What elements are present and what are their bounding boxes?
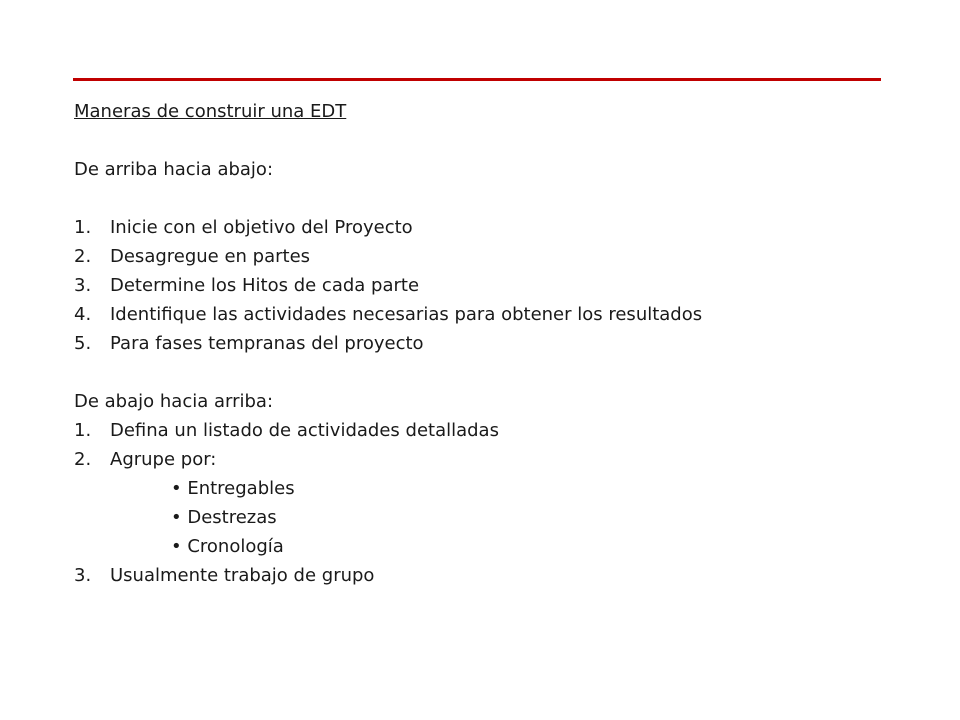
list-number: 2. bbox=[74, 246, 92, 267]
list-number: 2. bbox=[74, 449, 92, 470]
section-heading-top-down: De arriba hacia abajo: bbox=[74, 159, 274, 180]
list-text: Defina un listado de actividades detalladas bbox=[110, 420, 499, 441]
sub-list-item: • Destrezas bbox=[171, 507, 277, 528]
list-text: Identifique las actividades necesarias para obtener los resultados bbox=[110, 304, 703, 325]
list-text: Para fases tempranas del proyecto bbox=[110, 333, 424, 354]
list-number: 1. bbox=[74, 217, 92, 238]
list-item bbox=[74, 416, 894, 445]
slide-body bbox=[74, 97, 894, 590]
list-text: Inicie con el objetivo del Proyecto bbox=[110, 217, 413, 238]
list-item bbox=[74, 242, 894, 271]
sub-list-item: • Cronología bbox=[171, 536, 284, 557]
list-number: 3. bbox=[74, 275, 92, 296]
list-item bbox=[74, 329, 894, 358]
blank-line bbox=[74, 184, 894, 213]
list-number: 1. bbox=[74, 420, 92, 441]
list-text: Usualmente trabajo de grupo bbox=[110, 565, 375, 586]
list-item bbox=[74, 300, 894, 329]
blank-line bbox=[74, 358, 894, 387]
slide-title: Maneras de construir una EDT bbox=[74, 101, 347, 122]
list-number: 4. bbox=[74, 304, 92, 325]
list-item bbox=[74, 445, 894, 474]
list-text: Determine los Hitos de cada parte bbox=[110, 275, 420, 296]
list-text: Agrupe por: bbox=[110, 449, 217, 470]
list-text: Desagregue en partes bbox=[110, 246, 311, 267]
list-item bbox=[74, 271, 894, 300]
sub-list-item: • Entregables bbox=[171, 478, 295, 499]
list-number: 5. bbox=[74, 333, 92, 354]
blank-line bbox=[74, 126, 894, 155]
list-item bbox=[74, 561, 894, 590]
title-divider bbox=[73, 78, 881, 81]
section-heading-bottom-up: De abajo hacia arriba: bbox=[74, 391, 274, 412]
list-item bbox=[74, 213, 894, 242]
list-number: 3. bbox=[74, 565, 92, 586]
